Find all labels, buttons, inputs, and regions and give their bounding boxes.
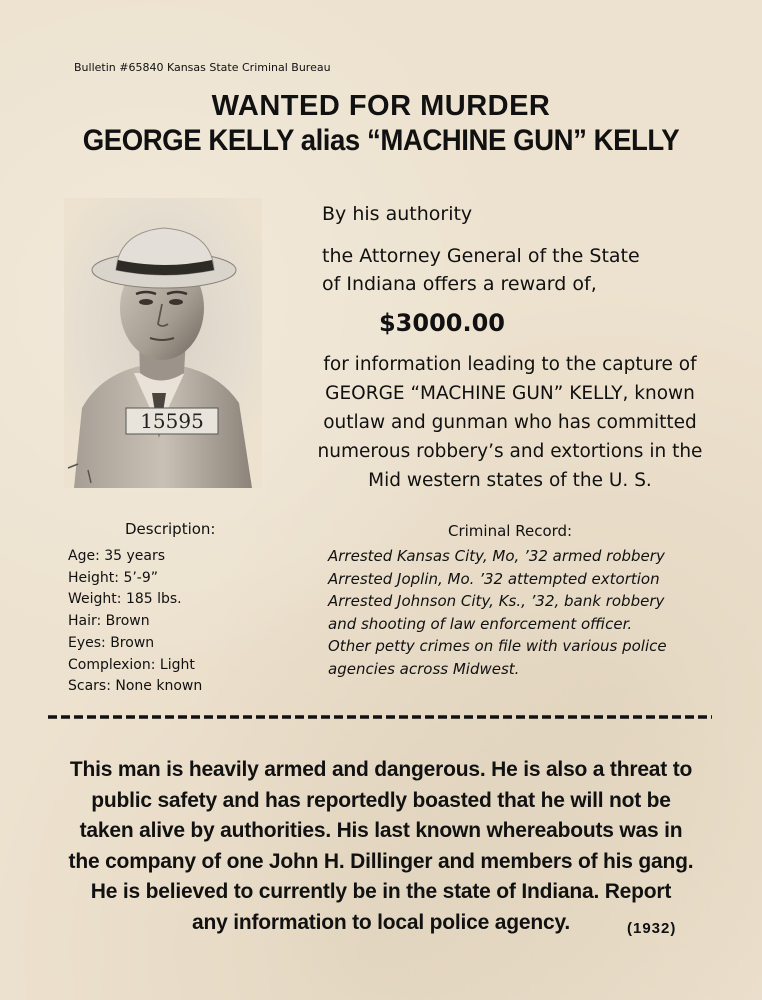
description-item: Age: 35 years — [68, 548, 166, 564]
record-item: and shooting of law enforcement officer. — [328, 614, 633, 633]
info-line: GEORGE “MACHINE GUN” KELLY, known — [325, 383, 695, 404]
description-list — [68, 546, 202, 698]
year-stamp: (1932) — [627, 920, 677, 937]
warning-line: He is believed to currently be in the state of Indiana. Report — [90, 880, 672, 903]
authority-intro: By his authority — [322, 203, 473, 225]
description-heading: Description: — [125, 520, 216, 538]
headline-wanted: WANTED FOR MURDER — [211, 90, 551, 122]
description-item: Weight: 185 lbs. — [68, 591, 182, 608]
record-item: Arrested Kansas City, Mo, ’32 armed robbery — [328, 547, 665, 565]
criminal-record-list — [328, 545, 738, 681]
reward-information — [300, 350, 720, 495]
warning-line: any information to local police agency. — [191, 910, 571, 934]
reward-amount: $3000.00 — [378, 309, 505, 337]
authority-line: the Attorney General of the State — [322, 245, 640, 267]
warning-line: This man is heavily armed and dangerous. He is also a threat to — [69, 758, 693, 781]
record-item: Other petty crimes on file with various police — [328, 637, 667, 656]
description-item: Height: 5’-9” — [68, 569, 159, 586]
warning-paragraph — [20, 755, 742, 938]
info-line: numerous robbery’s and extortions in the — [317, 441, 703, 462]
description-item: Hair: Brown — [68, 613, 150, 630]
dashed-divider — [48, 712, 712, 722]
info-line: for information leading to the capture of — [323, 354, 697, 375]
headline-name: GEORGE KELLY alias “MACHINE GUN” KELLY — [82, 124, 680, 157]
mugshot-number: 15595 — [140, 409, 204, 433]
authority-statement — [322, 242, 742, 298]
criminal-record-heading: Criminal Record: — [448, 522, 573, 540]
bulletin-number: Bulletin #65840 Kansas State Criminal Bureau — [74, 61, 331, 74]
warning-line: public safety and has reportedly boasted that he will not be — [91, 788, 671, 812]
info-line: outlaw and gunman who has committed — [323, 412, 697, 433]
warning-line: taken alive by authorities. His last known whereabouts was in — [79, 819, 683, 842]
mugshot-photo — [64, 198, 262, 488]
description-item: Eyes: Brown — [68, 634, 155, 651]
authority-line: of Indiana offers a reward of, — [322, 273, 597, 295]
description-item: Complexion: Light — [68, 656, 195, 673]
warning-line: the company of one John H. Dillinger and members of his gang. — [68, 849, 694, 873]
record-item: Arrested Joplin, Mo. ’32 attempted extortion — [328, 569, 660, 588]
record-item: agencies across Midwest. — [328, 659, 520, 678]
record-item: Arrested Johnson City, Ks., ’32, bank robbery — [328, 592, 665, 611]
description-item: Scars: None known — [68, 678, 203, 695]
info-line: Mid western states of the U. S. — [368, 470, 652, 491]
